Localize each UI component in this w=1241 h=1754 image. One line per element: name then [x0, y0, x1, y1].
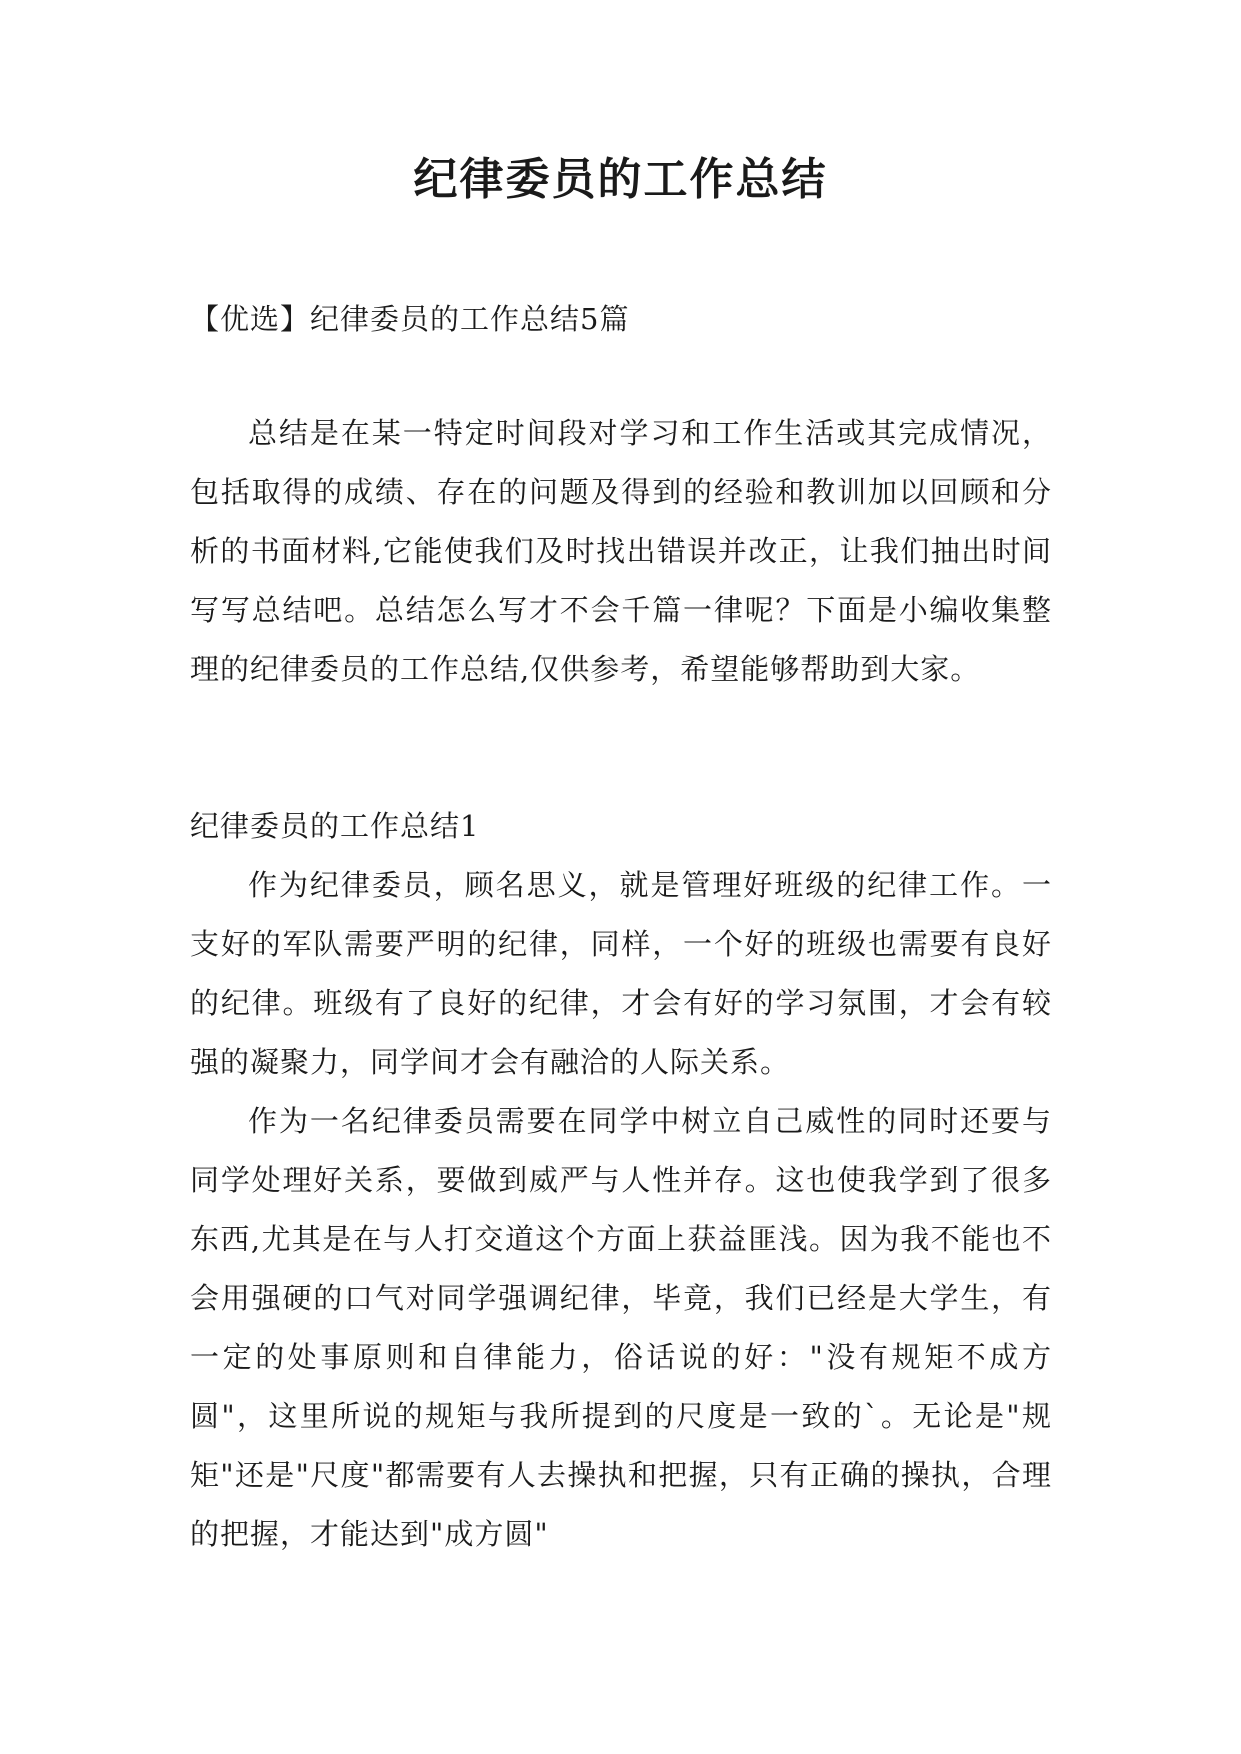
- body-paragraph-1: 作为纪律委员，顾名思义，就是管理好班级的纪律工作。一支好的军队需要严明的纪律，同样，一个好的班级也需要有良好的纪律。班级有了良好的纪律，才会有好的学习氛围，才会有较强的凝聚力，同学间才会有融洽的人际关系。: [190, 868, 1052, 1079]
- document-subtitle: 【优选】纪律委员的工作总结5篇: [190, 302, 630, 336]
- intro-paragraph: 总结是在某一特定时间段对学习和工作生活或其完成情况，包括取得的成绩、存在的问题及得到的经验和教训加以回顾和分析的书面材料,它能使我们及时找出错误并改正，让我们抽出时间写写总结吧。总结怎么写才不会千篇一律呢？下面是小编收集整理的纪律委员的工作总结,仅供参考，希望能够帮助到大家。: [190, 416, 1052, 686]
- section-heading: 纪律委员的工作总结1: [190, 809, 480, 843]
- document-title: 纪律委员的工作总结: [413, 154, 828, 205]
- body-paragraph-2: 作为一名纪律委员需要在同学中树立自己威性的同时还要与同学处理好关系，要做到威严与人性并存。这也使我学到了很多东西,尤其是在与人打交道这个方面上获益匪浅。因为我不能也不会用强硬的口气对同学强调纪律，毕竟，我们已经是大学生，有一定的处事原则和自律能力，俗话说的好："没有规矩不成方圆"，这里所说的规矩与我所提到的尺度是一致的`。无论是"规矩"还是"尺度"都需要有人去操执和把握，只有正确的操执，合理的把握，才能达到"成方圆": [190, 1104, 1052, 1551]
